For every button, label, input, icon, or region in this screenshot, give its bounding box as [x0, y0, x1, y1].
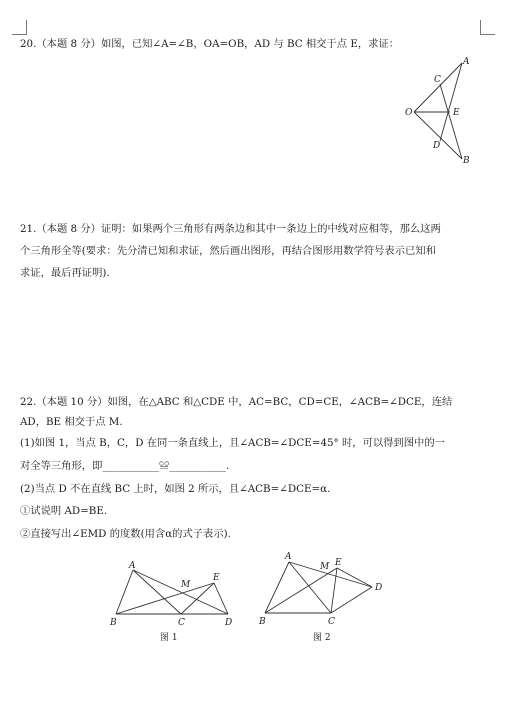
q20-label-C: C — [434, 75, 441, 85]
q20-label-D: D — [433, 141, 441, 151]
q22-figure-2 — [255, 550, 390, 650]
q20-line-1: 20.（本题 8 分）如图，已知∠A=∠B，OA=OB，AD 与 BC 相交于点 E，求证： — [20, 38, 400, 50]
fig2-label-M: M — [320, 562, 330, 572]
fig1-caption: 图 1 — [160, 633, 178, 643]
fig2-caption: 图 2 — [313, 633, 331, 643]
fig1-segment-ED — [214, 583, 228, 614]
page-corner-mark-right — [480, 20, 495, 35]
q21-line-3: 求证，最后再证明). — [20, 267, 110, 279]
fig2-segment-CD — [331, 587, 372, 613]
q22-line-6: ①试说明 AD=BE. — [20, 505, 108, 517]
fig2-label-A: A — [285, 552, 292, 562]
fig2-label-D: D — [375, 583, 383, 593]
q22-line-3: (1)如图 1，当点 B，C，D 在同一条直线上，且∠ACB=∠DCE=45° 时，可以得到图中的一 — [20, 437, 445, 449]
q20-figure — [400, 55, 480, 167]
q22-line-7: ②直接写出∠EMD 的度数(用含α的式子表示). — [20, 528, 231, 540]
fig2-segment-AD — [289, 562, 372, 587]
fig2-segment-ED — [337, 568, 372, 587]
q20-label-O: O — [405, 108, 413, 118]
q22-line-2: AD，BE 相交于点 M. — [20, 416, 123, 428]
q22-line-4: 对全等三角形，即___________≌___________. — [20, 460, 230, 472]
fig1-segment-BE — [116, 583, 214, 614]
fig1-label-A: A — [129, 561, 136, 571]
fig1-segment-BA — [116, 570, 133, 614]
fig1-label-E: E — [213, 573, 220, 583]
q20-label-E: E — [453, 108, 460, 118]
q20-label-A: A — [463, 57, 470, 67]
fig2-label-E: E — [335, 558, 342, 568]
q20-label-B: B — [463, 156, 470, 166]
fig1-label-M: M — [181, 580, 191, 590]
fig1-label-C: C — [178, 618, 185, 628]
fig2-label-B: B — [259, 617, 266, 627]
fig1-segment-AC — [133, 570, 181, 614]
fig1-label-B: B — [110, 618, 117, 628]
q21-line-2: 个三角形全等(要求：先分清已知和求证，然后画出图形，再结合图形用数学符号表示已知和 — [20, 245, 436, 257]
fig2-label-C: C — [328, 617, 335, 627]
q22-figure-1 — [108, 560, 238, 650]
q22-line-1: 22.（本题 10 分）如图，在△ABC 和△CDE 中，AC=BC，CD=CE，∠ACB=∠DCE，连结 — [20, 396, 453, 408]
q22-line-5: (2)当点 D 不在直线 BC 上时，如图 2 所示，且∠ACB=∠DCE=α. — [20, 483, 331, 495]
q21-line-1: 21.（本题 8 分）证明：如果两个三角形有两条边和其中一条边上的中线对应相等，那么这两 — [20, 223, 441, 235]
fig1-label-D: D — [225, 618, 233, 628]
page-corner-mark-left — [12, 20, 27, 35]
